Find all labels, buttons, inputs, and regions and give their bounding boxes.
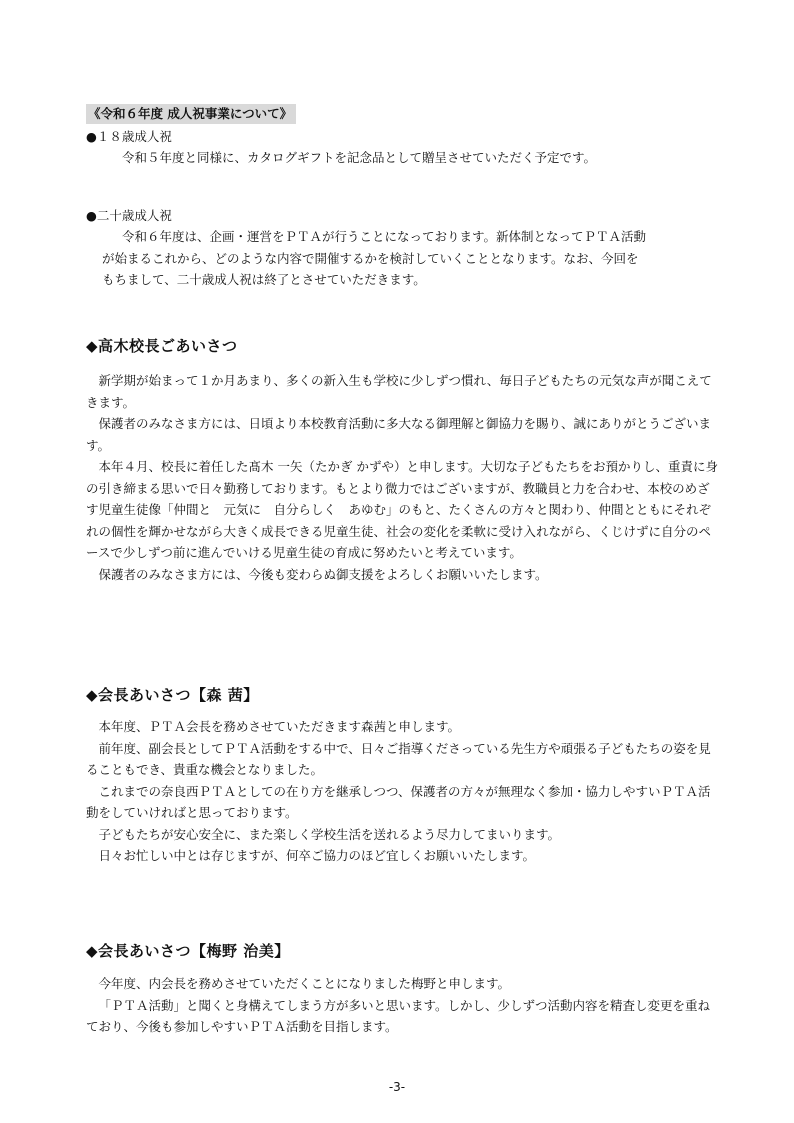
principal-paragraph: 新学期が始まって１か月あまり、多くの新入生も学校に少しずつ慣れ、毎日子どもたちの元気な声が聞こえてきます。 (86, 373, 712, 410)
item-18-title: ●１８歳成人祝 (86, 129, 172, 144)
chair-mori-title: ◆会長あいさつ【森 茜】 (86, 686, 259, 704)
ceremony-section (86, 103, 718, 169)
item-20-line-2: が始まるこれから、どのような内容で開催するかを検討していくこととなります。なお、今回を (102, 250, 639, 266)
chair-mori-section (86, 684, 718, 867)
chair-mori-paragraph: 日々お忙しい中とは存じますが、何卒ご協力のほど宜しくお願いいたします。 (98, 848, 536, 863)
chair-mori-paragraph: 子どもたちが安心安全に、また楽しく学校生活を送れるよう尽力してまいります。 (98, 826, 561, 842)
chair-mori-paragraph: 本年度、ＰＴＡ会長を務めさせていただきます森茜と申します。 (98, 719, 461, 734)
item-20-section (86, 205, 718, 291)
chair-umeno-section (86, 940, 718, 1038)
principal-section (86, 335, 718, 585)
chair-umeno-paragraph: 今年度、内会長を務めさせていただくことになりました梅野と申します。 (98, 976, 511, 991)
chair-mori-paragraph: これまでの奈良西ＰＴＡとしての在り方を継承しつつ、保護者の方々が無理なく参加・協力しやすいＰＴＡ活動をしていければと思っております。 (86, 783, 711, 820)
chair-mori-paragraph: 前年度、副会長としてＰＴＡ活動をする中で、日々ご指導くださっている先生方や頑張る子どもたちの姿を見ることもでき、貴重な機会となりました。 (86, 740, 711, 777)
principal-paragraph: 保護者のみなさま方には、今後も変わらぬ御支援をよろしくお願いいたします。 (98, 566, 548, 582)
item-20-title: ●二十歳成人祝 (86, 208, 172, 223)
ceremony-heading: 《令和６年度 成人祝事業について》 (86, 104, 296, 124)
principal-paragraph: 保護者のみなさま方には、日頃より本校教育活動に多大なる御理解と御協力を賜り、誠にありがとうございます。 (86, 416, 712, 453)
item-20-line-3: もちまして、二十歳成人祝は終了とさせていただきます。 (102, 272, 426, 287)
item-18-text: 令和５年度と同様に、カタログギフトを記念品として贈呈させていただく予定です。 (122, 150, 597, 165)
principal-title: ◆高木校長ごあいさつ (86, 337, 238, 355)
chair-umeno-paragraph: 「ＰＴＡ活動」と聞くと身構えてしまう方が多いと思います。しかし、少しずつ活動内容を精査し変更を重ねており、今後も参加しやすいＰＴＡ活動を目指します。 (86, 997, 711, 1034)
page-number: -3- (388, 1080, 406, 1094)
chair-umeno-title: ◆会長あいさつ【梅野 治美】 (86, 942, 290, 960)
principal-paragraph: 本年４月、校長に着任した髙木 一矢（たかぎ かずや）と申します。大切な子どもたちをお預かりし、重責に身の引き締まる思いで日々勤務しております。もとより微力ではございますが、教職員と力を合わせ、本校のめざす児童生徒像「仲間と 元気に 自分らしく あゆむ」のもと、たくさんの方々と関わり、仲間とともにそれぞれの個性を輝かせながら大きく成長できる児童生徒、社会の変化を柔軟に受け入れながら、くじけずに自分のペースで少しずつ前に進んでいける児童生徒の育成に努めたいと考えています。 (86, 459, 718, 560)
item-20-line-1: 令和６年度は、企画・運営をＰＴＡが行うことになっております。新体制となってＰＴＡ活動 (122, 229, 647, 244)
